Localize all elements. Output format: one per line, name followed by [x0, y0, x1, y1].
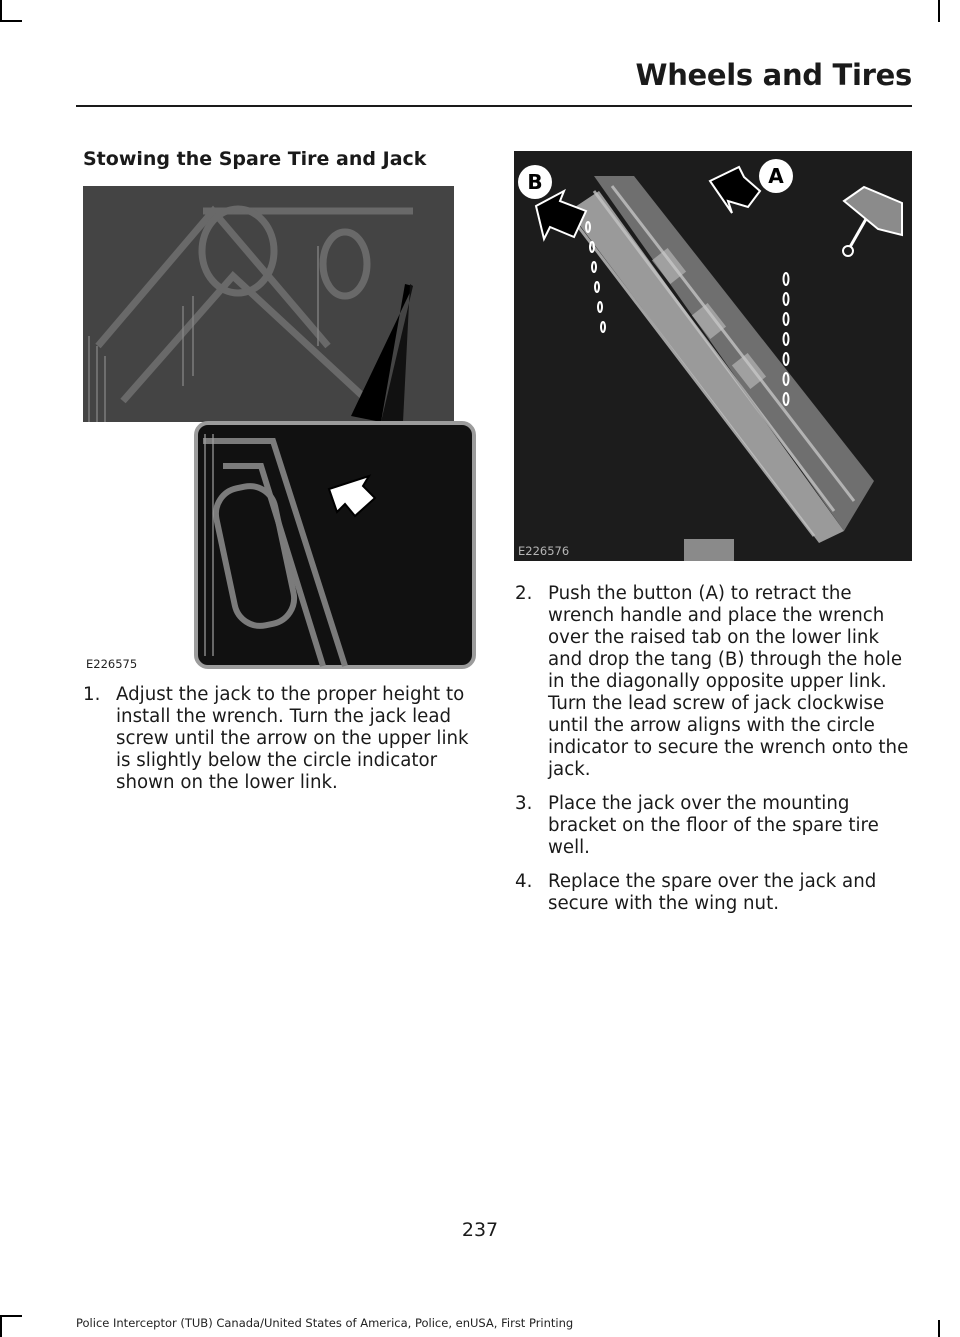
step-number: 2. — [515, 583, 533, 604]
header-divider — [76, 105, 912, 107]
step-number: 3. — [515, 793, 533, 814]
step-item — [83, 684, 483, 794]
section-heading: Stowing the Spare Tire and Jack — [83, 148, 427, 170]
jack-wrench-illustration — [514, 151, 912, 561]
jack-detail-illustration — [83, 186, 477, 672]
page-header-title: Wheels and Tires — [635, 58, 912, 92]
figure-code-left: E226575 — [86, 657, 138, 671]
step-item — [515, 793, 912, 859]
page-number: 237 — [461, 1219, 499, 1241]
step-item — [515, 583, 912, 781]
step-number: 4. — [515, 871, 533, 892]
crop-mark-top-left-h — [0, 20, 22, 22]
crop-mark-top-right-v — [938, 0, 940, 22]
crop-mark-bottom-right-v — [938, 1320, 940, 1337]
step-text: Place the jack over the mounting bracket on the floor of the spare tire well. — [548, 793, 879, 858]
steps-list-left — [83, 684, 483, 806]
crop-mark-top-left-v — [0, 0, 2, 22]
steps-list-right — [515, 583, 912, 927]
crop-mark-bottom-left-v — [0, 1315, 2, 1337]
figure-jack-arrow-detail — [83, 186, 477, 672]
callout-label-b: B — [527, 170, 543, 194]
page-footer: Police Interceptor (TUB) Canada/United States of America, Police, enUSA, First Printing — [76, 1316, 574, 1330]
step-text: Adjust the jack to the proper height to install the wrench. Turn the jack lead screw until the arrow on the upper link is slightly below the circle indicator shown on the lower link. — [116, 684, 469, 793]
callout-label-a: A — [768, 164, 784, 188]
figure-jack-wrench-install — [514, 151, 912, 561]
crop-mark-bottom-left-h — [0, 1315, 22, 1317]
step-number: 1. — [83, 684, 101, 705]
step-item — [515, 871, 912, 915]
step-text: Replace the spare over the jack and secure with the wing nut. — [548, 871, 877, 914]
step-text: Push the button (A) to retract the wrench handle and place the wrench over the raised tab on the lower link and drop the tang (B) through the hole in the diagonally opposite upper link. Turn the lead screw of jack clockwise until the arrow aligns with the circle indicator to secure the wrench onto the jack. — [548, 583, 909, 780]
figure-code-right: E226576 — [518, 544, 570, 558]
